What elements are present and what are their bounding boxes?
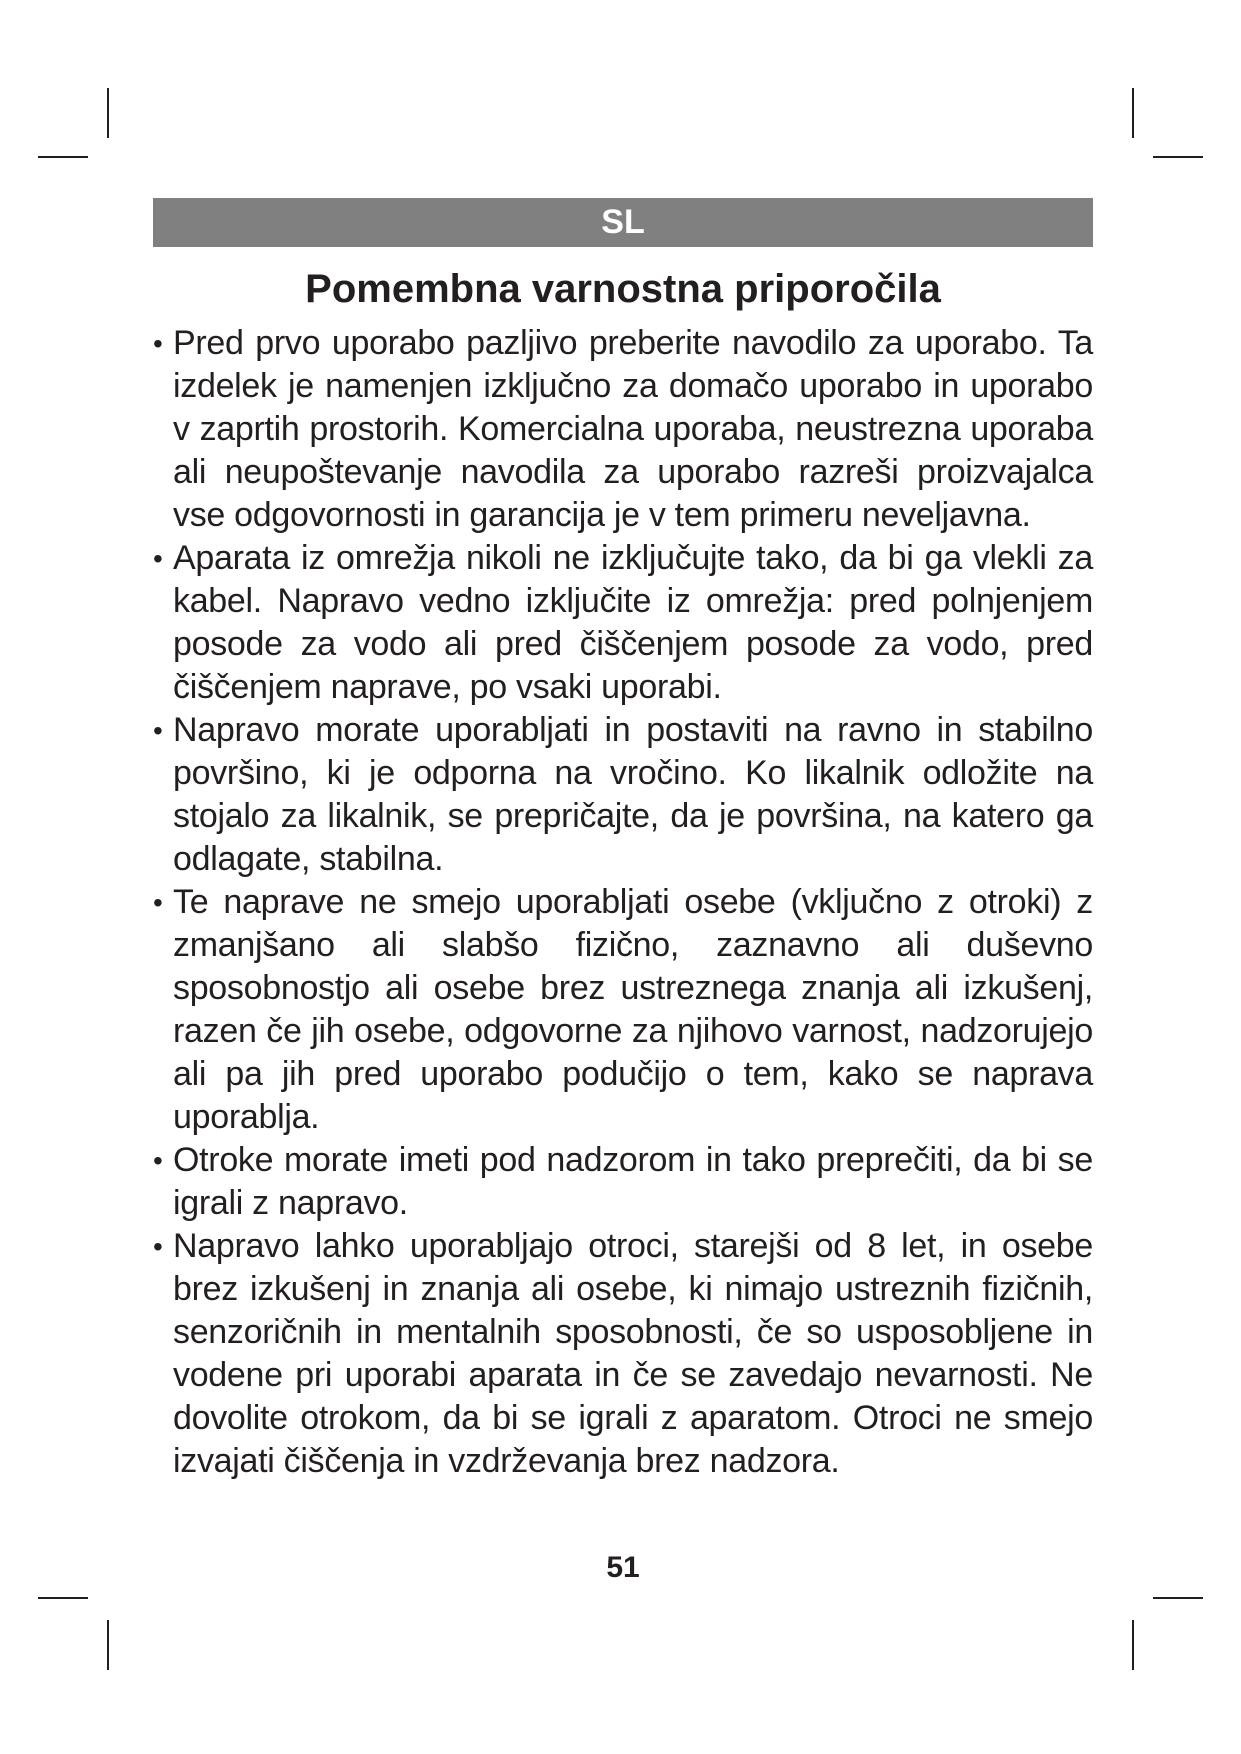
bullet-icon: • — [153, 1231, 163, 1262]
list-item — [153, 1139, 1093, 1225]
crop-mark-top-right-horizontal — [1153, 156, 1203, 158]
page-number: 51 — [606, 1551, 640, 1584]
list-item-text: Te naprave ne smejo uporabljati osebe (vključno z otroki) z zmanjšano ali slabšo fizično, zaznavno ali duševno sposobnostjo ali osebe brez ustreznega znanja ali izkušenj, razen če jih osebe, odgovorne za njihovo varnost, nadzorujejo ali pa jih pred uporabo podučijo o tem, kako se naprava uporablja. — [173, 883, 1093, 1136]
crop-mark-bottom-right-horizontal — [1153, 1597, 1203, 1599]
list-item-text: Otroke morate imeti pod nadzorom in tako preprečiti, da bi se igrali z napravo. — [173, 1141, 1093, 1222]
list-item-text: Napravo morate uporabljati in postaviti na ravno in stabilno površino, ki je odporna na vročino. Ko likalnik odložite na stojalo za likalnik, se prepričajte, da je površina, na katero ga odlagate, stabilna. — [173, 711, 1093, 878]
bullet-icon: • — [153, 1145, 163, 1176]
crop-mark-top-left-horizontal — [38, 156, 88, 158]
list-item-text: Pred prvo uporabo pazljivo preberite navodilo za uporabo. Ta izdelek je namenjen izključno za domačo uporabo in uporabo v zaprtih prostorih. Komercialna uporaba, neustrezna uporaba ali neupoštevanje navodila za uporabo razreši proizvajalca vse odgovornosti in garancija je v tem primeru neveljavna. — [173, 324, 1093, 534]
crop-mark-top-left-vertical — [107, 88, 109, 138]
list-item — [153, 537, 1093, 709]
crop-mark-bottom-left-vertical — [107, 1620, 109, 1670]
bullet-icon: • — [153, 887, 163, 918]
bullet-icon: • — [153, 543, 163, 574]
language-bar: SL — [153, 198, 1093, 247]
crop-mark-top-right-vertical — [1132, 88, 1134, 138]
list-item — [153, 1225, 1093, 1483]
page-title: Pomembna varnostna priporočila — [305, 267, 941, 311]
safety-instructions — [153, 322, 1093, 1483]
list-item — [153, 322, 1093, 537]
crop-mark-bottom-right-vertical — [1132, 1620, 1134, 1670]
instruction-list — [153, 322, 1093, 1483]
list-item — [153, 709, 1093, 881]
bullet-icon: • — [153, 328, 163, 359]
bullet-icon: • — [153, 715, 163, 746]
list-item-text: Aparata iz omrežja nikoli ne izključujte tako, da bi ga vlekli za kabel. Napravo vedno izključite iz omrežja: pred polnjenjem posode za vodo ali pred čiščenjem posode za vodo, pred čiščenjem naprave, po vsaki uporabi. — [173, 539, 1093, 706]
list-item — [153, 881, 1093, 1139]
list-item-text: Napravo lahko uporabljajo otroci, starejši od 8 let, in osebe brez izkušenj in znanja ali osebe, ki nimajo ustreznih fizičnih, senzoričnih in mentalnih sposobnosti, če so usposobljene in vodene pri uporabi aparata in če se zavedajo nevarnosti. Ne dovolite otrokom, da bi se igrali z aparatom. Otroci ne smejo izvajati čiščenja in vzdrževanja brez nadzora. — [173, 1227, 1093, 1480]
crop-mark-bottom-left-horizontal — [38, 1597, 88, 1599]
